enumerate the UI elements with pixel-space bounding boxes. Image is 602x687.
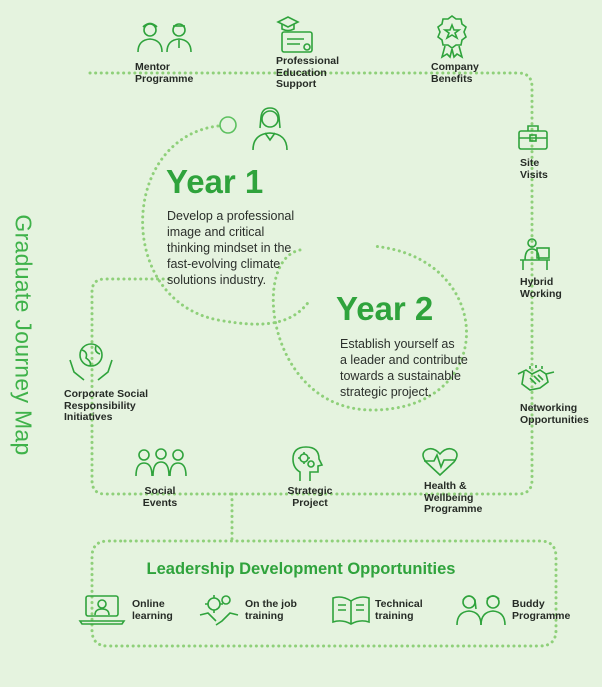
toolbox-icon bbox=[516, 122, 550, 152]
open-book-icon bbox=[330, 593, 372, 627]
desk-worker-icon bbox=[518, 236, 552, 272]
year2-heading: Year 2 bbox=[336, 290, 434, 327]
buddy-people-icon bbox=[454, 591, 508, 627]
company-benefits-label: Company Benefits bbox=[431, 61, 479, 85]
laptop-video-icon bbox=[78, 593, 126, 627]
health-wellbeing-label: Health & Wellbeing Programme bbox=[424, 480, 483, 515]
year2-description: Establish yourself as a leader and contribute towards a sustainable strategic project. bbox=[340, 337, 468, 399]
csr-initiatives-label: Corporate Social Responsibility Initiatives bbox=[64, 388, 149, 423]
graduate-avatar-icon bbox=[250, 104, 290, 152]
professional-education-label: Professional Education Support bbox=[276, 55, 340, 90]
top-path bbox=[90, 73, 532, 494]
start-circle bbox=[220, 117, 236, 133]
on-the-job-training-label: On the job training bbox=[245, 598, 297, 622]
hybrid-working-label: Hybrid Working bbox=[520, 276, 562, 300]
strategic-project-label: Strategic Project bbox=[287, 485, 333, 509]
social-events-label: Social Events bbox=[142, 485, 178, 509]
mentor-programme-label: Mentor Programme bbox=[135, 61, 194, 85]
globe-hands-icon bbox=[68, 340, 114, 384]
graduation-certificate-icon bbox=[274, 14, 318, 56]
heart-pulse-icon bbox=[420, 446, 460, 478]
mentor-people-icon bbox=[134, 18, 196, 56]
year1-description: Develop a professional image and critical thinking mindset in the fast-evolving climate solutions industry. bbox=[167, 209, 295, 287]
leadership-title: Leadership Development Opportunities bbox=[146, 560, 456, 578]
map-title: Graduate Journey Map bbox=[10, 214, 37, 456]
year1-heading: Year 1 bbox=[166, 163, 264, 200]
networking-opportunities-label: Networking Opportunities bbox=[520, 402, 589, 426]
award-badge-icon bbox=[432, 13, 472, 59]
handshake-icon bbox=[516, 364, 556, 394]
group-people-icon bbox=[134, 446, 188, 478]
hands-gears-icon bbox=[198, 591, 240, 629]
head-gears-icon bbox=[290, 444, 324, 484]
site-visits-label: Site Visits bbox=[520, 157, 548, 181]
online-learning-label: Online learning bbox=[132, 598, 173, 622]
buddy-programme-label: Buddy Programme bbox=[512, 598, 571, 622]
technical-training-label: Technical training bbox=[375, 598, 423, 622]
